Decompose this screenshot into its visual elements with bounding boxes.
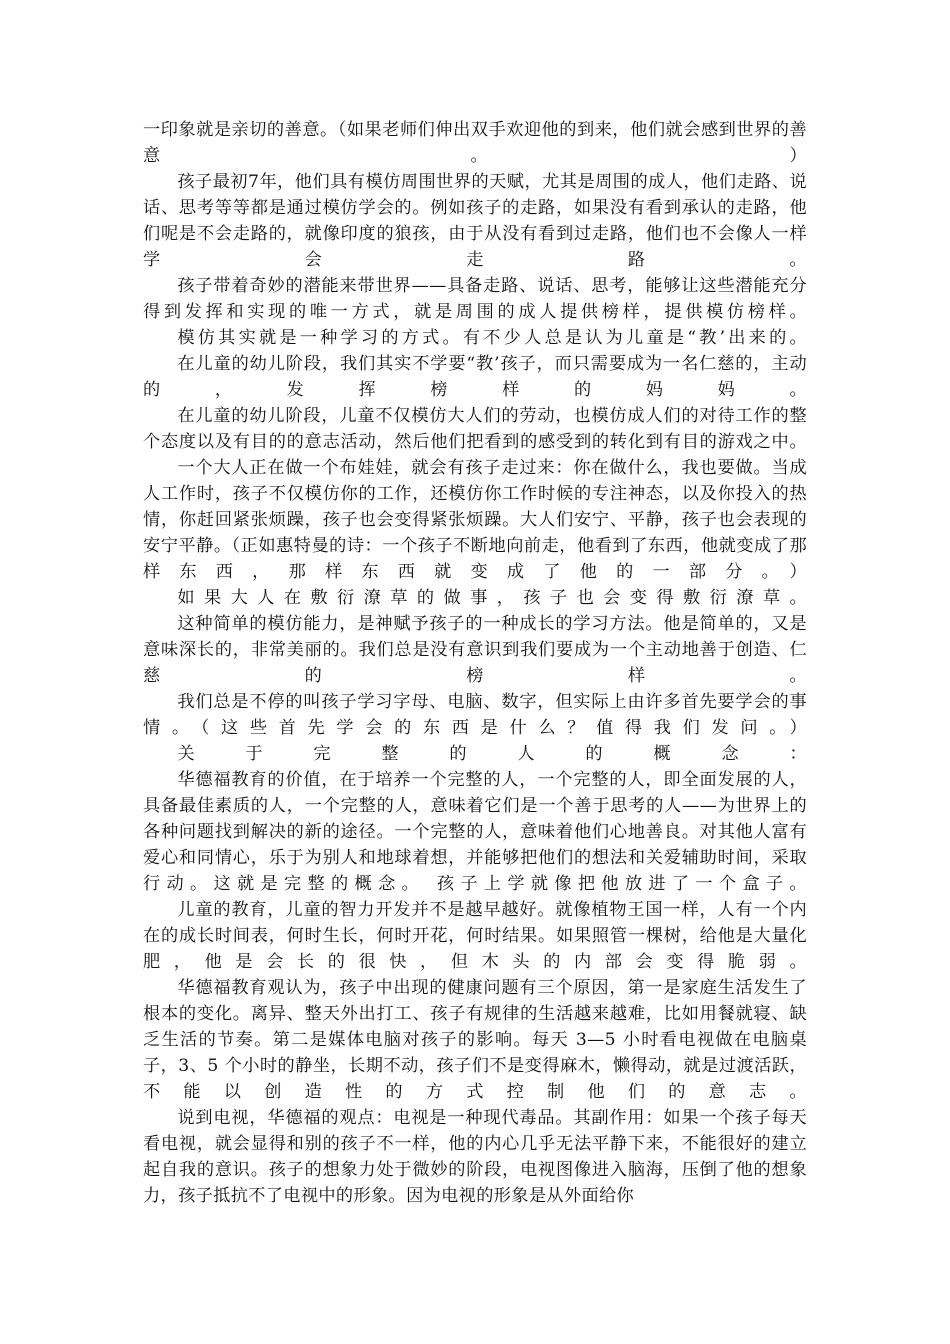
paragraph-9: 这种简单的模仿能力，是神赋予孩子的一种成长的学习方法。他是简单的，又是意味深长的，非常美丽的。我们总是没有意识到我们要成为一个主动地善于创造、仁慈的榜样。: [143, 614, 807, 686]
paragraph-11: 华德福教育的价值，在于培养一个完整的人，一个完整的人，即全面发展的人，具备最佳素质的人，一个完整的人，意味着它们是一个善于思考的人——为世界上的各种问题找到解决的新的途径。一个完整的人，意味着他们心地善良。对其他人富有爱心和同情心，乐于为别人和地球着想，并能够把他们的想法和关爱辅助时间，采取行动。这就是完整的概念。 孩子上学就像把他放进了一个盒子。: [143, 770, 807, 894]
paragraph-1: 一印象就是亲切的善意。（如果老师们伸出双手欢迎他的到来，他们就会感到世界的善意。）: [143, 120, 807, 166]
paragraph-14: 说到电视，华德福的观点：电视是一种现代毒品。其副作用：如果一个孩子每天看电视，就会显得和别的孩子不一样，他的内心几乎无法平静下来，不能很好的建立起自我的意识。孩子的想象力处于微妙的阶段，电视图像进入脑海，压倒了他的想象力，孩子抵抗不了电视中的形象。因为电视的形象是从外面给你: [143, 1108, 807, 1206]
paragraph-6: 在儿童的幼儿阶段，儿童不仅模仿大人们的劳动，也模仿成人们的对待工作的整个态度以及有目的的意志活动，然后他们把看到的感受到的转化到有目的游戏之中。: [143, 406, 807, 452]
paragraph-2: 孩子最初7年，他们具有模仿周围世界的天赋，尤其是周围的成人，他们走路、说话、思考等等都是通过模仿学会的。例如孩子的走路，如果没有看到承认的走路，他们呢是不会走路的，就像印度的狼孩，由于从没有看到过走路，他们也不会像人一样学会走路。: [143, 172, 807, 270]
section-heading-complete-person: 关于完整的人的概念：: [177, 744, 807, 764]
paragraph-10: 我们总是不停的叫孩子学习字母、电脑、数字，但实际上由许多首先要学会的事情。（这些首先学会的东西是什么？值得我们发问。）: [143, 692, 807, 738]
document-page: [143, 117, 807, 1209]
paragraph-5: 在儿童的幼儿阶段，我们其实不学要“教’孩子，而只需要成为一名仁慈的，主动的，发挥榜样的妈妈。: [143, 354, 807, 400]
paragraph-7: 一个大人正在做一个布娃娃，就会有孩子走过来：你在做什么，我也要做。当成人工作时，孩子不仅模仿你的工作，还模仿你工作时候的专注神态，以及你投入的热情，你赶回紧张烦躁，孩子也会变得紧张烦躁。大人们安宁、平静，孩子也会表现的安宁平静。（正如惠特曼的诗：一个孩子不断地向前走，他看到了东西，他就变成了那样东西，那样东西就变成了他的一部分。）: [143, 458, 807, 582]
paragraph-13: 华德福教育观认为，孩子中出现的健康问题有三个原因，第一是家庭生活发生了根本的变化。离异、整天外出打工、孩子有规律的生活越来越难，比如用餐就寝、缺乏生活的节奏。第二是媒体电脑对孩子的影响。每天 3—5 小时看电视做在电脑桌子，3、5 个小时的静坐，长期不动，孩子们不是变得麻木，懒得动，就是过渡活跃，不能以创造性的方式控制他们的意志。: [143, 978, 807, 1102]
paragraph-8: 如果大人在敷衍潦草的做事，孩子也会变得敷衍潦草。: [177, 588, 807, 608]
paragraph-4: 模仿其实就是一种学习的方式。有不少人总是认为儿童是“教’出来的。: [177, 328, 807, 348]
paragraph-3: 孩子带着奇妙的潜能来带世界——具备走路、说话、思考，能够让这些潜能充分得到发挥和实现的唯一方式，就是周围的成人提供榜样，提供模仿榜样。: [143, 276, 807, 322]
paragraph-12: 儿童的教育，儿童的智力开发并不是越早越好。就像植物王国一样，人有一个内在的成长时间表，何时生长，何时开花，何时结果。如果照管一棵树，给他是大量化肥，他是会长的很快，但木头的内部会变得脆弱。: [143, 900, 807, 972]
